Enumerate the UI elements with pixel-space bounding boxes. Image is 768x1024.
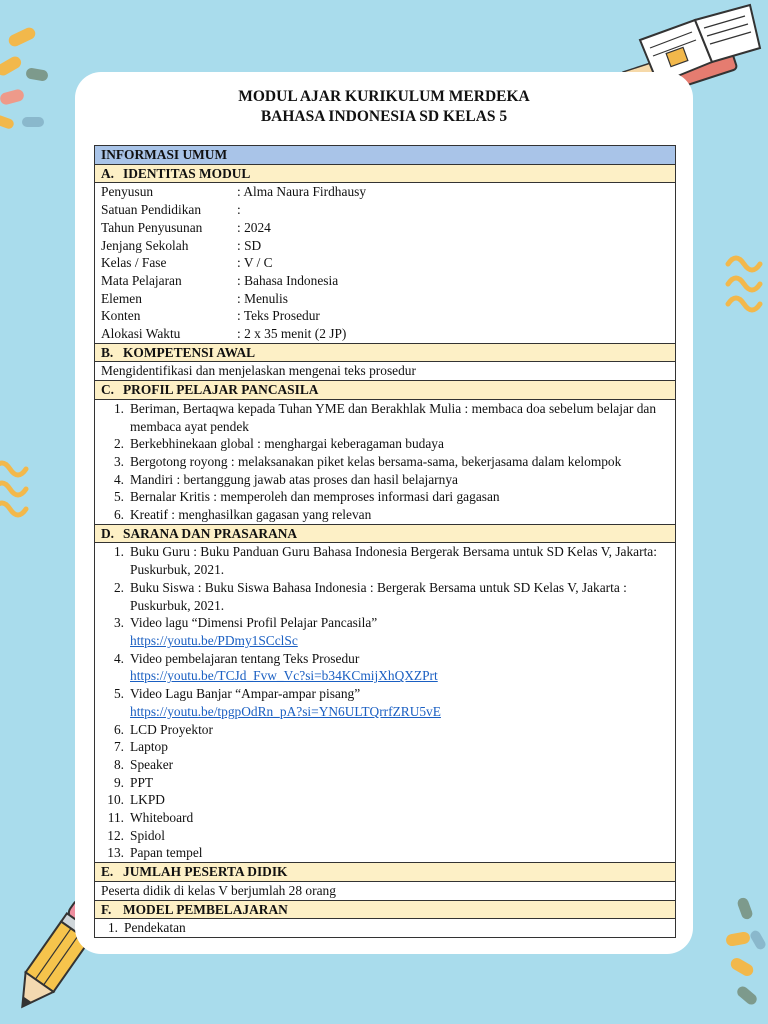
sarana-item xyxy=(101,685,669,720)
sarana-block xyxy=(95,543,675,863)
list-number: 5. xyxy=(113,686,124,702)
list-number: 4. xyxy=(113,650,124,666)
list-text xyxy=(130,400,669,435)
list-text xyxy=(130,435,669,453)
profil-item xyxy=(101,488,669,506)
section-letter: A. xyxy=(101,165,115,181)
sarana-item xyxy=(101,721,669,739)
identitas-value: : Menulis xyxy=(237,290,288,306)
sarana-text: Speaker xyxy=(130,756,174,772)
section-title: JUMLAH PESERTA DIDIK xyxy=(123,864,288,880)
list-text xyxy=(130,774,669,792)
identitas-row xyxy=(101,272,669,290)
title-line-1: MODUL AJAR KURIKULUM MERDEKA xyxy=(238,88,530,105)
identitas-row xyxy=(101,290,669,308)
sarana-text: Spidol xyxy=(130,827,165,843)
sarana-item xyxy=(101,650,669,685)
list-number: 12. xyxy=(107,827,124,843)
list-number: 3. xyxy=(113,615,124,631)
sarana-text: PPT xyxy=(130,774,154,790)
list-number: 2. xyxy=(113,579,124,595)
profil-item xyxy=(101,506,669,524)
sarana-text: Video pembelajaran tentang Teks Prosedur xyxy=(130,650,360,666)
identitas-row xyxy=(101,254,669,272)
profil-item xyxy=(101,453,669,471)
squiggle-icon xyxy=(724,250,768,320)
section-d-header xyxy=(95,525,675,544)
sarana-text: Buku Guru : Buku Panduan Guru Bahasa Indonesia Bergerak Bersama untuk SD Kelas V, Jakarta: Puskurbuk, 2021. xyxy=(130,544,657,578)
kompetensi-awal-text: Mengidentifikasi dan menjelaskan mengenai teks prosedur xyxy=(95,362,675,381)
jumlah-peserta-text: Peserta didik di kelas V berjumlah 28 orang xyxy=(95,882,675,901)
list-number: 11. xyxy=(107,810,124,826)
sarana-list xyxy=(101,543,669,862)
sarana-item xyxy=(101,844,669,862)
identitas-row xyxy=(101,237,669,255)
list-number: 6. xyxy=(113,507,124,523)
model-text: Pendekatan xyxy=(124,920,186,936)
list-number: 13. xyxy=(107,845,124,861)
list-number: 1. xyxy=(113,400,124,416)
section-letter: B. xyxy=(101,344,114,360)
list-number: 5. xyxy=(113,489,124,505)
profil-text: Berkebhinekaan global : menghargai keberagaman budaya xyxy=(130,436,444,452)
list-text xyxy=(130,809,669,827)
identitas-key: Satuan Pendidikan xyxy=(101,202,202,218)
list-text xyxy=(130,756,669,774)
section-letter: F. xyxy=(101,901,112,917)
list-number: 7. xyxy=(113,739,124,755)
section-c-header xyxy=(95,381,675,400)
sarana-item xyxy=(101,791,669,809)
section-title: SARANA DAN PRASARANA xyxy=(123,525,298,541)
profil-text: Kreatif : menghasilkan gagasan yang relevan xyxy=(130,507,372,523)
sarana-item xyxy=(101,774,669,792)
list-text xyxy=(130,650,669,685)
list-text xyxy=(130,471,669,489)
list-number: 9. xyxy=(113,774,124,790)
title-line-2: BAHASA INDONESIA SD KELAS 5 xyxy=(260,108,508,125)
squiggle-icon xyxy=(0,455,40,525)
sarana-text: Video lagu “Dimensi Profil Pelajar Pancasila” xyxy=(130,615,378,631)
profil-block xyxy=(95,400,675,525)
profil-text: Mandiri : bertanggung jawab atas proses dan hasil belajarnya xyxy=(130,471,458,487)
sarana-text: LCD Proyektor xyxy=(130,721,213,737)
profil-text: Beriman, Bertaqwa kepada Tuhan YME dan Berakhlak Mulia : membaca doa sebelum belajar dan membaca ayat pendek xyxy=(130,400,657,434)
profil-item xyxy=(101,400,669,435)
video-link[interactable]: https://youtu.be/tpgpOdRn_pA?si=YN6ULTQrrfZRU5vE xyxy=(130,703,441,719)
sarana-text: Laptop xyxy=(130,739,168,755)
identitas-value: : Bahasa Indonesia xyxy=(237,272,339,288)
sarana-text: Video Lagu Banjar “Ampar-ampar pisang” xyxy=(130,686,361,702)
section-e-header xyxy=(95,863,675,882)
profil-item xyxy=(101,471,669,489)
identitas-key: Konten xyxy=(101,308,141,324)
document-title xyxy=(75,87,693,127)
section-b-header xyxy=(95,344,675,363)
section-title: PROFIL PELAJAR PANCASILA xyxy=(123,382,319,398)
identitas-row xyxy=(101,219,669,237)
list-number: 10. xyxy=(107,792,124,808)
identitas-key: Jenjang Sekolah xyxy=(101,237,189,253)
section-letter: E. xyxy=(101,864,114,880)
identitas-row xyxy=(101,201,669,219)
identitas-key: Tahun Penyusunan xyxy=(101,219,203,235)
section-title: MODEL PEMBELAJARAN xyxy=(123,901,288,917)
profil-text: Bernalar Kritis : memperoleh dan memproses informasi dari gagasan xyxy=(130,489,500,505)
sarana-item xyxy=(101,579,669,614)
sarana-text: LKPD xyxy=(130,792,165,808)
confetti-icon xyxy=(0,25,60,135)
sarana-item xyxy=(101,614,669,649)
list-text xyxy=(130,685,669,720)
confetti-icon xyxy=(720,895,768,1015)
identitas-value: : xyxy=(237,202,241,218)
list-number: 8. xyxy=(113,756,124,772)
sarana-item xyxy=(101,738,669,756)
sarana-item xyxy=(101,827,669,845)
list-text xyxy=(130,827,669,845)
list-text xyxy=(130,791,669,809)
list-number: 4. xyxy=(113,471,124,487)
list-text xyxy=(130,721,669,739)
identitas-key: Alokasi Waktu xyxy=(101,326,181,342)
section-title: KOMPETENSI AWAL xyxy=(123,344,256,360)
identitas-value: : Alma Naura Firdhausy xyxy=(237,184,367,200)
identitas-value: : 2024 xyxy=(237,219,271,235)
model-item xyxy=(95,919,669,937)
section-a-header xyxy=(95,165,675,184)
section-letter: D. xyxy=(101,525,115,541)
sarana-item xyxy=(101,543,669,578)
section-title: IDENTITAS MODUL xyxy=(123,165,251,181)
identitas-value: : SD xyxy=(237,237,262,253)
model-block xyxy=(95,919,675,937)
list-number: 3. xyxy=(113,453,124,469)
video-link[interactable]: https://youtu.be/TCJd_Fvw_Vc?si=b34KCmijXhQXZPrt xyxy=(130,668,438,684)
list-text xyxy=(130,844,669,862)
identitas-key: Elemen xyxy=(101,290,142,306)
sarana-text: Buku Siswa : Buku Siswa Bahasa Indonesia : Bergerak Bersama untuk SD Kelas V, Jakarta : Puskurbuk, 2021. xyxy=(130,579,627,613)
profil-item xyxy=(101,435,669,453)
list-text xyxy=(130,543,669,578)
identitas-row xyxy=(101,307,669,325)
list-text xyxy=(130,614,669,649)
sarana-item xyxy=(101,809,669,827)
list-text xyxy=(130,579,669,614)
identitas-block xyxy=(95,183,675,343)
identitas-key: Mata Pelajaran xyxy=(101,272,182,288)
list-text xyxy=(130,488,669,506)
list-number: 1. xyxy=(107,920,118,936)
identitas-value: : V / C xyxy=(237,255,273,271)
identitas-value: : Teks Prosedur xyxy=(237,308,320,324)
list-number: 1. xyxy=(113,544,124,560)
section-letter: C. xyxy=(101,382,115,398)
list-number: 2. xyxy=(113,436,124,452)
module-table xyxy=(94,145,676,938)
list-text xyxy=(130,506,669,524)
list-text xyxy=(124,919,669,937)
list-text xyxy=(130,453,669,471)
informasi-umum-header: INFORMASI UMUM xyxy=(95,146,675,165)
video-link[interactable]: https://youtu.be/PDmy1SCclSc xyxy=(130,632,298,648)
identitas-value: : 2 x 35 menit (2 JP) xyxy=(237,326,347,342)
list-text xyxy=(130,738,669,756)
identitas-key: Kelas / Fase xyxy=(101,255,167,271)
identitas-key: Penyusun xyxy=(101,184,154,200)
sarana-text: Whiteboard xyxy=(130,810,194,826)
identitas-row xyxy=(101,325,669,343)
list-number: 6. xyxy=(113,721,124,737)
model-list xyxy=(95,919,669,937)
profil-list xyxy=(101,400,669,524)
identitas-row xyxy=(101,183,669,201)
sarana-text: Papan tempel xyxy=(130,845,203,861)
section-f-header xyxy=(95,901,675,920)
sarana-item xyxy=(101,756,669,774)
profil-text: Bergotong royong : melaksanakan piket kelas bersama-sama, bekerjasama dalam kelompok xyxy=(130,453,622,469)
